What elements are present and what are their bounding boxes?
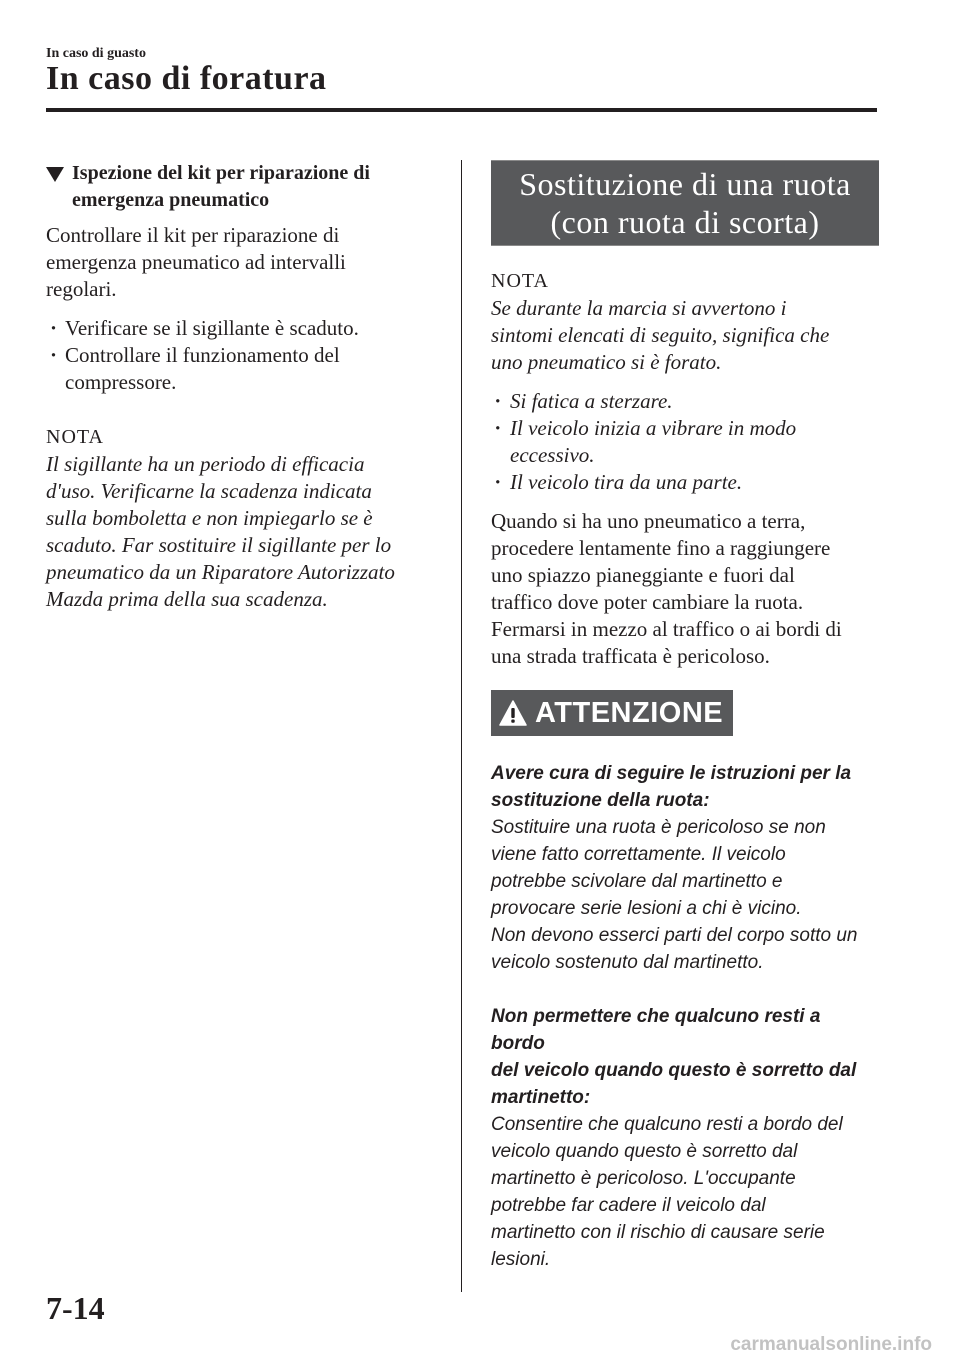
list-item: [491, 415, 877, 469]
text-line: viene fatto correttamente. Il veicolo: [491, 844, 786, 865]
text-line: Il sigillante ha un periodo di efficacia: [46, 452, 365, 476]
text-line: Consentire che qualcuno resti a bordo del: [491, 1114, 843, 1135]
text-line: Fermarsi in mezzo al traffico o ai bordi di: [491, 617, 842, 641]
text-line: Se durante la marcia si avvertono i: [491, 296, 787, 320]
list-item: [46, 342, 446, 396]
warning-label: ATTENZIONE: [535, 696, 724, 729]
warning-badge: [491, 690, 733, 736]
text-line: Non permettere che qualcuno resti a bordo: [491, 1006, 821, 1054]
text-line: · Verificare se il sigillante è scaduto.: [65, 316, 359, 340]
triangle-down-icon: [46, 167, 64, 182]
text-line: compressore.: [65, 370, 177, 394]
list-item: [46, 315, 446, 342]
text-line: emergenza pneumatico ad intervalli: [46, 250, 346, 274]
text-line: Sostituire una ruota è pericoloso se non: [491, 817, 826, 838]
section-title-banner: [491, 160, 879, 246]
text-line: pneumatico da un Riparatore Autorizzato: [46, 560, 395, 584]
right-column: [491, 160, 877, 1273]
text-line: sintomi elencati di seguito, significa che: [491, 323, 830, 347]
text-line: scaduto. Far sostituire il sigillante per lo: [46, 533, 392, 557]
text-line: Non devono esserci parti del corpo sotto un: [491, 925, 858, 946]
running-head: In caso di guasto: [46, 46, 146, 61]
nota-label: NOTA: [491, 270, 549, 292]
text-line: lesioni.: [491, 1249, 551, 1270]
intro-paragraph: [46, 222, 446, 303]
page-title: In caso di foratura: [46, 60, 327, 97]
page-number: 7-14: [46, 1290, 105, 1326]
text-line: Mazda prima della sua scadenza.: [46, 587, 328, 611]
text-line: martinetto:: [491, 1087, 591, 1108]
text-line: potrebbe scivolare dal martinetto e: [491, 871, 783, 892]
text-line: traffico dove poter cambiare la ruota.: [491, 590, 804, 614]
bullet-list: [46, 315, 446, 396]
heading-line: emergenza pneumatico: [72, 189, 270, 211]
warning-item: [491, 1003, 877, 1273]
body-paragraph: [491, 508, 877, 670]
text-line: uno spiazzo pianeggiante e fuori dal: [491, 563, 795, 587]
column-divider: [461, 160, 462, 1292]
header-rule: [46, 108, 877, 112]
text-line: · Il veicolo inizia a vibrare in modo: [510, 416, 797, 440]
nota-text: [491, 295, 877, 376]
warning-title: [491, 760, 877, 814]
section-title-line: (con ruota di scorta): [550, 204, 820, 240]
warning-triangle-icon: [499, 700, 527, 726]
nota-text: [46, 451, 446, 613]
text-line: Avere cura di seguire le istruzioni per la: [491, 763, 852, 784]
left-column: [46, 160, 446, 613]
text-line: provocare serie lesioni a chi è vicino.: [491, 898, 802, 919]
text-line: eccessivo.: [510, 443, 595, 467]
text-line: d'uso. Verificarne la scadenza indicata: [46, 479, 372, 503]
section-title-line: Sostituzione di una ruota: [519, 166, 851, 202]
nota-label: NOTA: [46, 426, 104, 448]
list-item: [491, 469, 877, 496]
text-line: · Controllare il funzionamento del: [65, 343, 340, 367]
heading-line: Ispezione del kit per riparazione di: [72, 162, 370, 184]
text-line: una strada trafficata è pericoloso.: [491, 644, 770, 668]
text-line: · Si fatica a sterzare.: [510, 389, 673, 413]
text-line: uno pneumatico si è forato.: [491, 350, 722, 374]
text-line: · Il veicolo tira da una parte.: [510, 470, 743, 494]
watermark: carmanualsonline.info: [730, 1334, 932, 1355]
nota-bullet-list: [491, 388, 877, 496]
warning-text: [491, 1111, 877, 1273]
list-item: [491, 388, 877, 415]
subsection-heading: [46, 160, 446, 214]
text-line: del veicolo quando questo è sorretto dal: [491, 1060, 857, 1081]
warning-title: [491, 1003, 877, 1111]
text-line: Quando si ha uno pneumatico a terra,: [491, 509, 806, 533]
warning-text: [491, 814, 877, 976]
text-line: sostituzione della ruota:: [491, 790, 710, 811]
text-line: sulla bomboletta e non impiegarlo se è: [46, 506, 373, 530]
text-line: veicolo sostenuto dal martinetto.: [491, 952, 764, 973]
text-line: veicolo quando questo è sorretto dal: [491, 1141, 798, 1162]
warning-item: [491, 760, 877, 976]
text-line: potrebbe far cadere il veicolo dal: [491, 1195, 766, 1216]
text-line: regolari.: [46, 277, 117, 301]
text-line: procedere lentamente fino a raggiungere: [491, 536, 831, 560]
text-line: martinetto con il rischio di causare serie: [491, 1222, 825, 1243]
text-line: Controllare il kit per riparazione di: [46, 223, 340, 247]
text-line: martinetto è pericoloso. L'occupante: [491, 1168, 796, 1189]
